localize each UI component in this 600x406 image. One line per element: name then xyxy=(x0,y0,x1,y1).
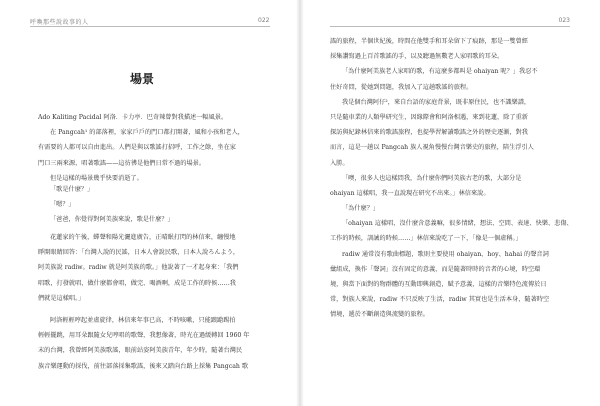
text-line: radiw 通常沒有歌曲標題，歌則主要使用 ohaiyan、hoy、hahai 的聲音詞 xyxy=(342,250,549,258)
text-line: 情境，遞於不斷創造與流變的旅程。 xyxy=(330,311,429,319)
text-line: 但是這樣的場景幾乎快要消逝了。 xyxy=(50,174,143,182)
text-line: 入勝。 xyxy=(330,159,349,167)
left-body-block-3 xyxy=(38,313,273,374)
text-line: 謠的旅程，半個世紀後，時間在他雙手和耳朵留下了痕跡，那是一雙曾經 xyxy=(330,38,528,45)
dialogue-line: 「嗯？」 xyxy=(50,201,75,209)
text-line: 探訪與紀錄林信來的歌謠旅程，也提學習解讀歌謠之外的歷史逐漸，對我 xyxy=(330,129,528,137)
left-body-block-1 xyxy=(38,110,273,186)
text-line: 住好奇問，從她到問題，我加入了這趟歌謠的旅程。 xyxy=(330,83,473,91)
left-body-block-2 xyxy=(38,230,273,306)
dialogue-line: 「爸爸，你覺得對阿美族來說，歌是什麼？」 xyxy=(50,216,174,224)
text-line: 睜開眼睛回答：「台灣人說的民謠，日本人會說民歌，日本人說ろんよう， xyxy=(38,249,240,257)
chapter-title: 場景 xyxy=(130,72,155,86)
text-line: 「為什麼？」 xyxy=(342,205,380,213)
dialogue-line: 「歌是什麼？」 xyxy=(50,186,94,193)
text-line: 阿洛輕輕哼起並虛旋律，林信來年事已高，不時咳嗽，只能踉蹌踢拍 xyxy=(50,317,236,324)
text-line: 有需要的人都可以自由進出。人們是與以歌謠打招呼，工作之餘，坐在家 xyxy=(38,144,236,152)
text-line: 末的台灣，我曾經阿美族歌謠，眼前站姿阿美族青年，年少時，隨著台灣民 xyxy=(38,347,243,355)
text-line: 「ohaiyan 這樣唱，沒什麼含意義嘛，很多情緒，想法、空間、表達、快樂、悲傷、 xyxy=(342,220,573,228)
text-line: 阿美族說 radiw。radiw 就是阿美族的歌。」他說著了一才起身來：「我們 xyxy=(38,264,239,272)
text-line: 「為什麼阿美族老人家唱的歌，有這麼多都叫是 ohaiyan 呢？」我忍不 xyxy=(342,68,538,76)
text-line: 只是隨車業的人類學研究生，因緣際會和阿洛相遇，來到花蓮，除了重新 xyxy=(330,113,528,121)
text-line: 門口三兩來源，唱著歌謠——這彷彿是他們日常不過的場景。 xyxy=(38,159,206,167)
text-line: ohaiyan 這樣唱，我一直說現在研究不出來。」林信來說。 xyxy=(330,189,490,197)
left-page-number: 022 xyxy=(258,17,270,24)
text-line: 境，與當下面對的物群體的互動即興創造，賦予意義，這樣的音樂特色流傳於日 xyxy=(330,281,547,288)
text-line: 輕輕擺跳，用耳朵跟隨女兒哼唱的歌聲，我想像著，時光在過緩轉回 1960 年 xyxy=(38,332,250,340)
text-line: 們就是這樣唱。」 xyxy=(38,294,85,302)
header-rule xyxy=(30,26,270,27)
text-line: 採集讚寫過上百首歌謠的手，以及聽過無數老人家唱歌的耳朵。 xyxy=(330,53,504,61)
text-line: 族音樂運動的採伐，前往部落採集歌謠，後來又踏向台路上採集 Pangcah 歌 xyxy=(38,362,249,370)
right-page-number: 023 xyxy=(558,17,570,24)
book-gutter xyxy=(296,0,304,406)
text-line: 彙組成，換作「聲詞」沒有固定的意義，而是隨著時時的音者的心境，時空環 xyxy=(330,265,541,273)
text-line: 常，對族人來說，radiw 不只反映了生活，radiw 其實也是生活本身，隨著時空 xyxy=(330,296,550,304)
text-line: 在 Pangcah¹ 的部落裡，家家戶戶的門口都打開著，風和小孩和老人， xyxy=(50,129,244,137)
text-line: 工作的時候，訓誡的時候……」林信來說吃了一下，「像是一個虛稱。」 xyxy=(330,235,522,243)
text-line: Ado Kaliting Pacidal 阿洛．卡力亭．巴奇辣曾對我描述一幅風景。 xyxy=(38,114,228,121)
text-line: 「噢，很多人也這樣問我，為什麼你們阿美族古老的歌，大部分是 xyxy=(342,174,522,182)
text-line: 我是個台灣阿仔²，來自台語的家庭背景，既非原住民，也不識樂譜， xyxy=(342,98,531,106)
right-body xyxy=(330,34,575,323)
header-rule xyxy=(330,26,570,27)
text-line: 花蓮家的午後，蟬聲和陽光灑進廣告，正晴眠打閃的林信來，纏慢地 xyxy=(50,234,236,241)
running-head: 呼喚那些說故事的人 xyxy=(30,19,89,26)
text-line: 唱歌，打發就唱，做什麼都會唱，做完、喝酒啊，成是工作的時候……我 xyxy=(38,279,236,287)
left-dialogue xyxy=(38,182,273,228)
right-page xyxy=(300,0,600,406)
text-line: 而言，這是一趟以 Pangcah 族人視角慢慢台灣音樂史的旅程，陪生浮引人 xyxy=(330,144,534,152)
